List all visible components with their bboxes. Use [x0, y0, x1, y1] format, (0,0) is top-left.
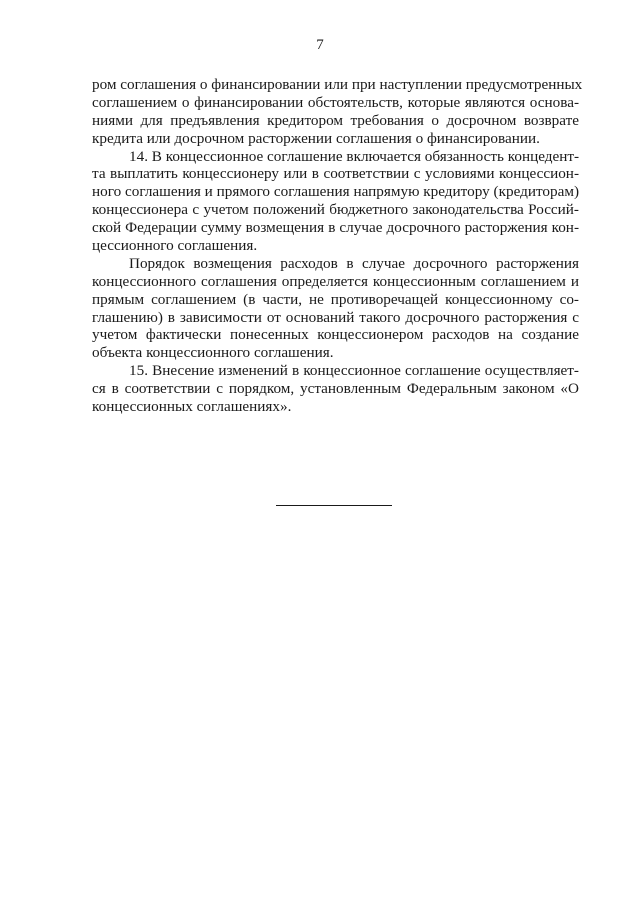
paragraph-continuation [92, 76, 583, 148]
text-line: прямым соглашением (в части, не противоречащей концессионному со- [92, 290, 579, 308]
end-separator-line [276, 505, 392, 506]
text-line: ного соглашения и прямого соглашения напрямую кредитору (кредиторам) [92, 183, 579, 201]
text-line: концессионера с учетом положений бюджетного законодательства Россий- [92, 201, 579, 219]
document-body [92, 76, 583, 416]
text-line: глашению) в зависимости от оснований такого досрочного расторжения с [92, 308, 579, 326]
text-line: 15. Внесение изменений в концессионное соглашение осуществляет- [129, 362, 579, 380]
text-line: ся в соответствии с порядком, установленным Федеральным законом «О [92, 380, 579, 398]
paragraph-item-14 [92, 148, 579, 255]
text-line: та выплатить концессионеру или в соответствии с условиями концессион- [92, 165, 579, 183]
text-line: кредита или досрочном расторжении соглашения о финансировании. [92, 129, 540, 147]
text-line: концессионных соглашениях». [92, 398, 292, 416]
paragraph-item-15 [92, 362, 579, 416]
text-line: ниями для предъявления кредитором требования о досрочном возврате [92, 111, 579, 129]
text-line: соглашением о финансировании обстоятельств, которые являются основа- [92, 93, 579, 111]
text-line: учетом фактически понесенных концессионером расходов на создание [92, 326, 579, 344]
page-number: 7 [316, 37, 324, 53]
text-line: 14. В концессионное соглашение включается обязанность концедент- [129, 147, 580, 165]
text-line: ром соглашения о финансировании или при наступлении предусмотренных [92, 76, 583, 93]
paragraph-reimbursement-procedure [92, 255, 579, 362]
text-line: цессионного соглашения. [92, 237, 258, 255]
text-line: концессионного соглашения определяется концессионным соглашением и [92, 272, 579, 290]
text-line: объекта концессионного соглашения. [92, 344, 334, 362]
text-line: Порядок возмещения расходов в случае досрочного расторжения [129, 254, 579, 272]
text-line: ской Федерации сумму возмещения в случае досрочного расторжения кон- [92, 219, 579, 237]
